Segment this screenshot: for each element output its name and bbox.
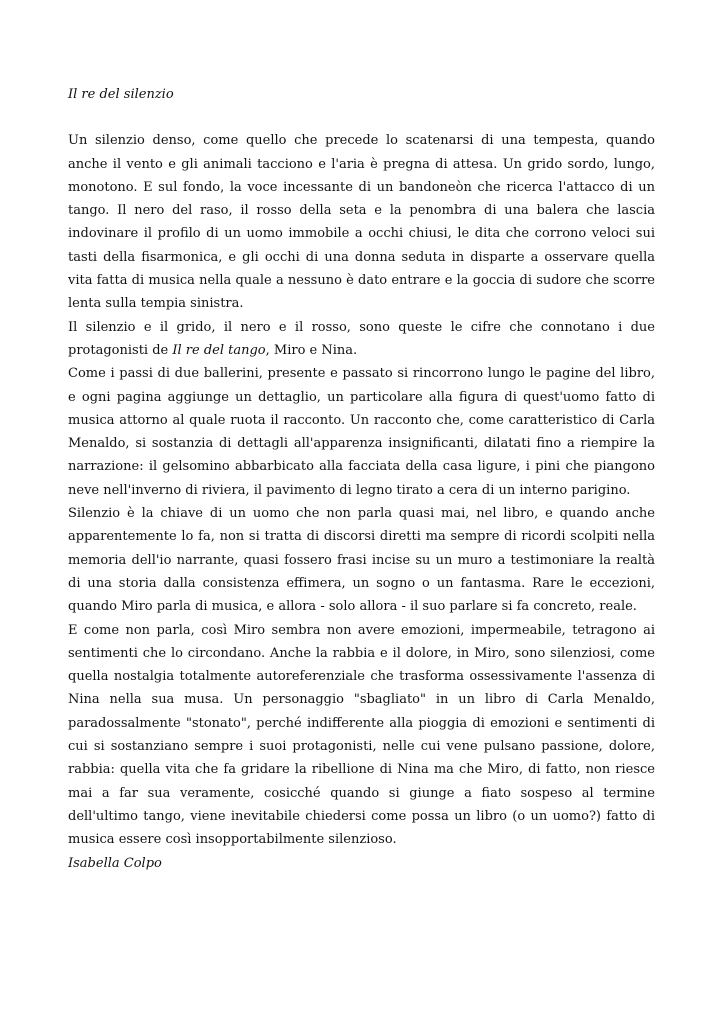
book-title-italic: Il re del tango bbox=[172, 342, 266, 358]
paragraph-2 bbox=[68, 316, 655, 363]
paragraph-1: Un silenzio denso, come quello che precede lo scatenarsi di una tempesta, quando anche il vento e gli animali tacciono e l'aria è pregna di attesa. Un grido sordo, lungo, monotono. E sul fondo, la voce incessante di un bandoneòn che ricerca l'attacco di un tango. Il nero del raso, il rosso della seta e la penombra di una balera che lascia indovinare il profilo di un uomo immobile a occhi chiusi, le dita che corrono veloci sui tasti della fisarmonica, e gli occhi di una donna seduta in disparte a osservare quella vita fatta di musica nella quale a nessuno è dato entrare e la goccia di sudore che scorre lenta sulla tempia sinistra. bbox=[68, 133, 655, 312]
document-body bbox=[68, 83, 655, 875]
author-signature: Isabella Colpo bbox=[68, 855, 162, 871]
paragraph-4: Silenzio è la chiave di un uomo che non parla quasi mai, nel libro, e quando anche apparentemente lo fa, non si tratta di discorsi diretti ma sempre di ricordi scolpiti nella memoria dell'io narrante, quasi fossero frasi incise su un muro a testimoniare la realtà di una storia dalla consistenza effimera, un sogno o un fantasma. Rare le eccezioni, quando Miro parla di musica, e allora - solo allora - il suo parlare si fa concreto, reale. bbox=[68, 506, 655, 615]
paragraph-2-before: Il silenzio e il grido, il nero e il rosso, sono queste le cifre che connotano i due protagonisti de bbox=[68, 319, 655, 358]
paragraph-3: Come i passi di due ballerini, presente e passato si rincorrono lungo le pagine del libro, e ogni pagina aggiunge un dettaglio, un particolare alla figura di quest'uomo fatto di musica attorno al quale ruota il racconto. Un racconto che, come caratteristico di Carla Menaldo, si sostanzia di dettagli all'apparenza insignificanti, dilatati fino a riempire la narrazione: il gelsomino abbarbicato alla facciata della casa ligure, i pini che piangono neve nell'inverno di riviera, il pavimento di legno tirato a cera di un interno parigino. bbox=[68, 366, 655, 498]
paragraph-5: E come non parla, così Miro sembra non avere emozioni, impermeabile, tetragono ai sentimenti che lo circondano. Anche la rabbia e il dolore, in Miro, sono silenziosi, come quella nostalgia totalmente autoreferenziale che trasforma ossessivamente l'assenza di Nina nella sua musa. Un personaggio "sbagliato" in un libro di Carla Menaldo, paradossalmente "stonato", perché indifferente alla pioggia di emozioni e sentimenti di cui si sostanziano sempre i suoi protagonisti, nelle cui vene pulsano passione, dolore, rabbia: quella vita che fa gridare la ribellione di Nina ma che Miro, di fatto, non riesce mai a far sua veramente, cosicché quando si giunge a fiato sospeso al termine dell'ultimo tango, viene inevitabile chiedersi come possa un libro (o un uomo?) fatto di musica essere così insopportabilmente silenzioso. bbox=[68, 622, 655, 848]
document-title: Il re del silenzio bbox=[68, 87, 174, 102]
paragraph-2-after: , Miro e Nina. bbox=[265, 342, 358, 358]
